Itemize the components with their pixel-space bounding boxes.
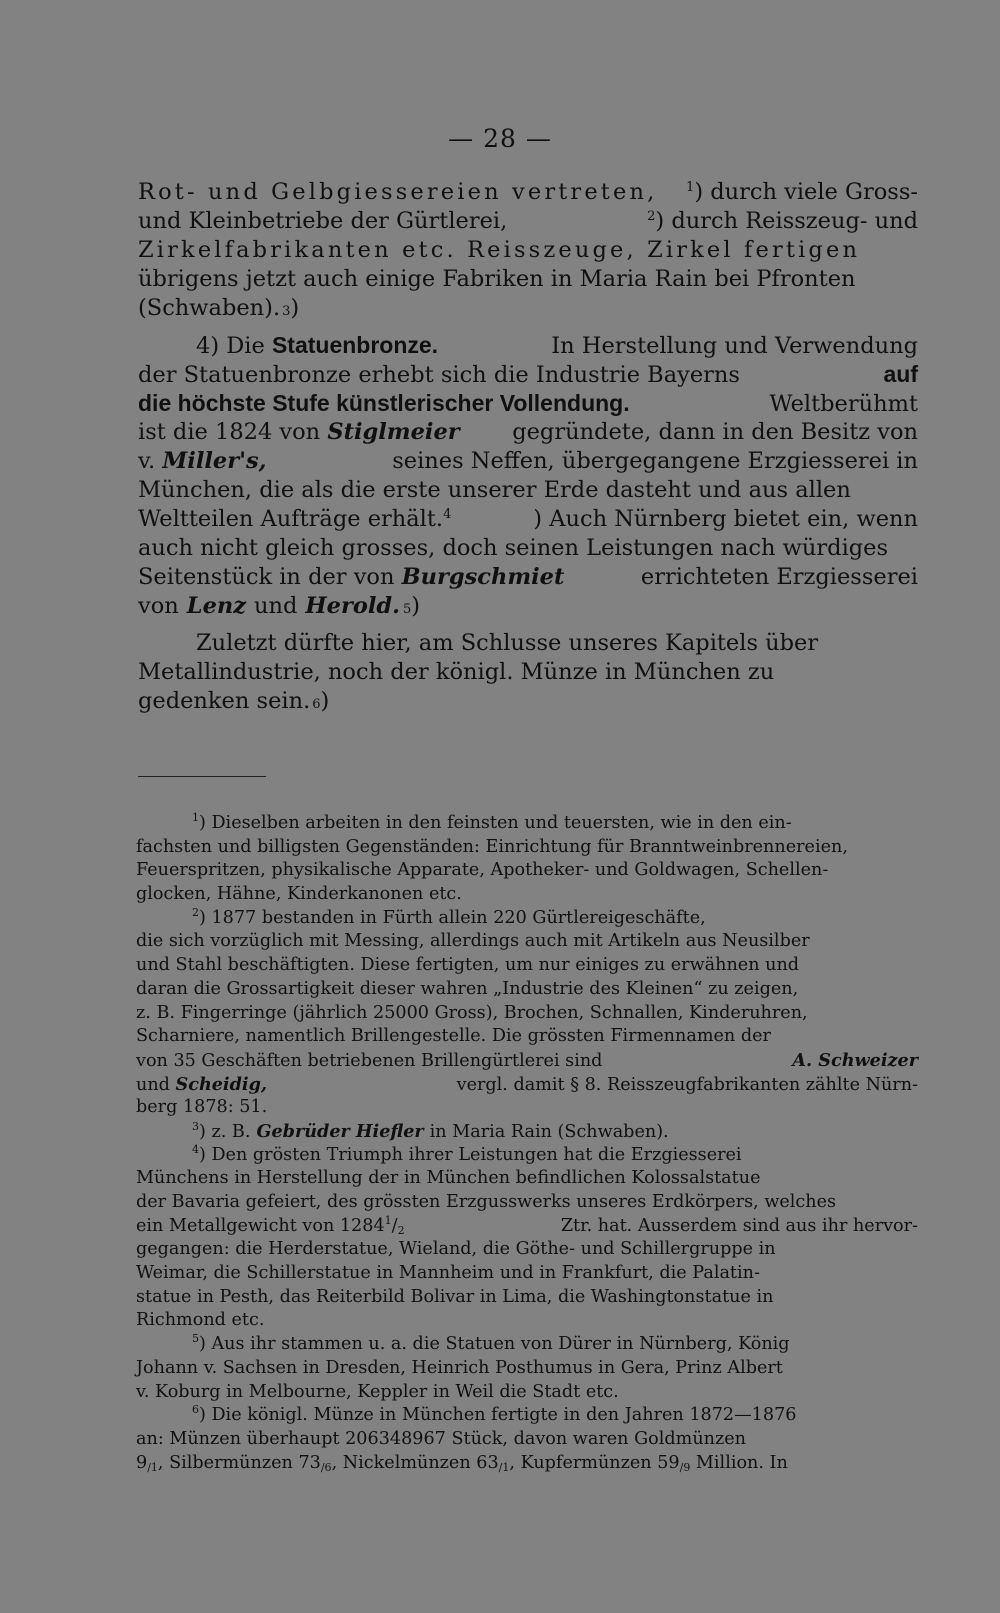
name-hiefler: Gebrüder Hiefler <box>256 1120 424 1142</box>
footnotes <box>136 812 918 1475</box>
footnote-separator <box>138 776 266 777</box>
text-fragment: Richmond etc. <box>136 1310 265 1331</box>
footnote-line <box>136 1144 918 1168</box>
text-fragment: von <box>138 593 179 619</box>
fraction-subscript: /1 <box>498 1460 510 1474</box>
footnote-line <box>136 1073 918 1097</box>
text-fragment: ) <box>320 688 330 714</box>
text-fragment: der Statuenbronze erhebt sich die Industrie Bayerns <box>138 362 740 388</box>
heading-statuenbronze: Statuenbronze. <box>271 332 439 358</box>
footnote-marker: 1 <box>192 811 199 824</box>
name-schweizer: A. Schweizer <box>792 1049 918 1071</box>
text-fragment: ) durch Reisszeug- und <box>655 208 918 234</box>
footnote-line <box>136 1309 918 1333</box>
footnote-marker: 3 <box>192 1119 199 1133</box>
text-fragment: daran die Grossartigkeit dieser wahren „Industrie des Kleinen“ zu zeigen, <box>136 978 799 999</box>
footnote-line <box>136 836 918 860</box>
text-fragment: in Maria Rain (Schwaben). <box>429 1121 669 1142</box>
text-line <box>138 265 918 294</box>
text-fragment <box>136 1215 405 1239</box>
text-fragment: (Schwaben). <box>138 295 281 321</box>
text-fragment: ) Aus ihr stammen u. a. die Statuen von Dürer in Nürnberg, König <box>199 1334 790 1355</box>
text-fragment: Million. In <box>690 1452 788 1473</box>
text-line <box>138 476 918 505</box>
fraction-subscript: /1 <box>147 1460 158 1474</box>
name-scheidig: Scheidig, <box>175 1073 268 1095</box>
text-line: (Schwaben). 3 ) <box>138 295 300 321</box>
text-fragment: Rot- und Gelbgiessereien vertreten, <box>138 179 658 205</box>
text-fragment: v. <box>138 448 156 474</box>
footnote-line <box>136 907 918 931</box>
text-fragment: und Kleinbetriebe der Gürtlerei, <box>138 208 508 234</box>
text-fragment: der Bavaria gefeiert, des grössten Erzgusswerks unseres Erdkörpers, welches <box>136 1192 837 1212</box>
text-fragment: von 35 Geschäften betriebenen Brillengürtlerei sind <box>136 1050 603 1071</box>
text-fragment: 9 <box>136 1452 148 1473</box>
footnote-line <box>136 1120 918 1144</box>
page-number: — 28 — <box>448 124 552 153</box>
footnote-line <box>136 1428 918 1452</box>
text-fragment: Weimar, die Schillerstatue in Mannheim und in Frankfurt, die Palatin- <box>136 1263 760 1284</box>
footnote-line <box>136 978 918 1002</box>
name-stiglmeier: Stiglmeier <box>327 419 460 445</box>
text-line <box>138 505 918 534</box>
text-fragment: ein Metallgewicht von 1284 <box>136 1215 385 1236</box>
text-fragment: Ztr. hat. Ausserdem sind aus ihr hervor- <box>560 1215 918 1236</box>
text-fragment: Weltteilen Aufträge erhält. <box>138 506 444 532</box>
name-miller: Miller's, <box>162 448 267 474</box>
text-fragment: Scharniere, namentlich Brillengestelle. Die grössten Firmennamen der <box>136 1026 771 1047</box>
footnote-line <box>136 1357 918 1381</box>
text-fragment: München, die als die erste unserer Erde dasteht und aus allen <box>138 477 851 503</box>
footnote-marker: 4 <box>192 1142 199 1156</box>
fraction-denominator: 2 <box>397 1223 405 1237</box>
footnote-line <box>136 1333 918 1357</box>
text-fragment: und Stahl beschäftigten. Diese fertigten, um nur einiges zu erwähnen und <box>136 955 800 976</box>
footnote-line <box>136 883 918 907</box>
footnote-line <box>136 1002 918 1026</box>
text-fragment: die sich vorzüglich mit Messing, allerdings auch mit Artikeln aus Neusilber <box>136 931 810 952</box>
text-fragment: ) Dieselben arbeiten in den feinsten und teuersten, wie in den ein- <box>199 813 792 833</box>
text-fragment <box>192 1144 742 1168</box>
fraction-subscript: /9 <box>679 1460 691 1474</box>
text-fragment: gegangen: die Herderstatue, Wieland, die Göthe- und Schillergruppe in <box>136 1239 776 1260</box>
text-line <box>138 418 918 447</box>
text-line: von Lenz und Herold. 5 ) <box>138 593 421 619</box>
footnote-line <box>136 1096 918 1120</box>
text-line <box>138 207 918 236</box>
footnote-marker: 6 <box>192 1403 199 1417</box>
footnote-line <box>136 1262 918 1286</box>
text-fragment: an: Münzen überhaupt 206348967 Stück, davon waren Goldmünzen <box>136 1428 746 1449</box>
footnote-line <box>136 1167 918 1191</box>
footnote-ref: 1 <box>686 180 695 195</box>
footnote-line <box>136 1381 918 1405</box>
text-fragment: Zuletzt dürfte hier, am Schlusse unseres Kapitels über <box>196 630 819 656</box>
text-fragment: vergl. damit § 8. Reisszeugfabrikanten zählte Nürn- <box>456 1074 918 1095</box>
text-fragment <box>192 907 706 931</box>
text-fragment: ) Den grösten Triumph ihrer Leistungen hat die Erzgiesserei <box>199 1144 742 1165</box>
fraction-numerator: 1 <box>384 1213 392 1227</box>
fraction-slash: / <box>391 1215 398 1236</box>
name-burgschmiet: Burgschmiet <box>401 564 565 590</box>
text-fragment: fachsten und billigsten Gegenständen: Einrichtung für Branntweinbrennereien, <box>136 836 848 857</box>
footnote-marker: 5 <box>192 1332 199 1346</box>
footnote-line <box>136 1286 918 1310</box>
text-fragment: In Herstellung und Verwendung <box>551 333 918 359</box>
footnote-line <box>136 1238 918 1262</box>
footnote-line <box>136 930 918 954</box>
text-fragment <box>192 812 792 836</box>
text-fragment: ist die 1824 von <box>138 419 321 445</box>
text-fragment <box>647 207 918 236</box>
text-fragment: , Kupfermünzen 59 <box>509 1452 680 1473</box>
footnote-marker: 2 <box>192 905 199 919</box>
text-fragment: 4) Die <box>196 333 265 359</box>
text-fragment <box>138 563 564 592</box>
fraction-subscript: /6 <box>320 1460 332 1474</box>
text-fragment: ) z. B. <box>199 1121 251 1142</box>
text-fragment <box>136 1073 267 1098</box>
text-fragment: und <box>254 593 298 619</box>
name-herold: Herold. <box>305 593 400 619</box>
text-line <box>138 534 918 563</box>
text-fragment <box>192 1333 790 1357</box>
text-line <box>138 447 918 476</box>
text-fragment: übrigens jetzt auch einige Fabriken in Maria Rain bei Pfronten <box>138 266 856 292</box>
text-line <box>138 563 918 592</box>
text-fragment: gegründete, dann in den Besitz von <box>512 419 918 445</box>
text-fragment: seines Neffen, übergegangene Erzgiesserei in <box>392 448 918 474</box>
emphasis-text: auf <box>883 361 918 387</box>
text-fragment: berg 1878: 51. <box>136 1097 268 1118</box>
text-line <box>138 658 918 687</box>
text-line: gedenken sein. 6 ) <box>138 688 330 714</box>
text-fragment <box>196 331 438 361</box>
text-fragment <box>686 178 918 207</box>
text-line <box>138 331 918 360</box>
text-fragment: Feuerspritzen, physikalische Apparate, Apotheker- und Goldwagen, Schellen- <box>136 860 829 881</box>
text-fragment: Johann v. Sachsen in Dresden, Heinrich Posthumus in Gera, Prinz Albert <box>136 1357 783 1378</box>
text-fragment: Zirkelfabrikanten etc. Reisszeuge, Zirkel fertigen <box>138 237 861 263</box>
text-fragment: ) 1877 bestanden in Fürth allein 220 Gürtlereigeschäfte, <box>199 907 706 928</box>
text-line <box>138 360 918 389</box>
footnote-ref: 4 <box>443 507 452 522</box>
text-fragment <box>138 505 451 534</box>
text-fragment: ) <box>290 295 300 321</box>
text-line <box>138 629 918 658</box>
footnote-line <box>136 954 918 978</box>
text-fragment: ) durch viele Gross- <box>694 179 918 205</box>
text-fragment: Metallindustrie, noch der königl. Münze in München zu <box>138 659 775 685</box>
footnote-line <box>136 859 918 883</box>
text-fragment: z. B. Fingerringe (jährlich 25000 Gross), Brochen, Schnallen, Kinderuhren, <box>136 1002 808 1023</box>
footnote-ref: 2 <box>647 209 656 224</box>
text-fragment: glocken, Hähne, Kinderkanonen etc. <box>136 884 462 905</box>
footnote-line <box>136 812 918 836</box>
text-fragment: , Nickelmünzen 63 <box>331 1452 499 1473</box>
footnote-line <box>136 1215 918 1239</box>
name-lenz: Lenz <box>186 593 247 619</box>
text-fragment <box>192 1404 796 1428</box>
main-text <box>138 178 918 716</box>
emphasis-text: die höchste Stufe künstlerischer Vollendung. <box>138 390 630 416</box>
text-fragment <box>192 1121 250 1145</box>
text-fragment: ) Die königl. Münze in München fertigte in den Jahren 1872—1876 <box>199 1405 797 1426</box>
footnote-line <box>136 1452 918 1476</box>
text-line <box>138 178 918 207</box>
text-fragment <box>138 418 460 447</box>
text-fragment: , Silbermünzen 73 <box>157 1452 321 1473</box>
text-fragment: Weltberühmt <box>769 391 918 417</box>
text-fragment <box>136 1452 788 1476</box>
text-fragment: auch nicht gleich grosses, doch seinen Leistungen nach würdiges <box>138 535 889 561</box>
text-fragment <box>138 447 266 476</box>
text-fragment: und <box>136 1074 170 1095</box>
text-fragment: Seitenstück in der von <box>138 564 395 590</box>
text-line <box>138 236 918 265</box>
footnote-line <box>136 1191 918 1215</box>
text-fragment: ) Auch Nürnberg bietet ein, wenn <box>533 506 918 532</box>
text-line <box>138 389 918 418</box>
text-fragment: gedenken sein. <box>138 688 311 714</box>
text-fragment: Münchens in Herstellung der in München befindlichen Kolossalstatue <box>136 1168 761 1189</box>
footnote-line <box>136 1025 918 1049</box>
footnote-line <box>136 1049 918 1073</box>
text-fragment: v. Koburg in Melbourne, Keppler in Weil die Stadt etc. <box>136 1381 619 1402</box>
footnote-line <box>136 1404 918 1428</box>
text-fragment: errichteten Erzgiesserei <box>640 564 918 590</box>
text-fragment: ) <box>411 593 421 619</box>
text-fragment: statue in Pesth, das Reiterbild Bolivar in Lima, die Washingtonstatue in <box>136 1286 774 1307</box>
